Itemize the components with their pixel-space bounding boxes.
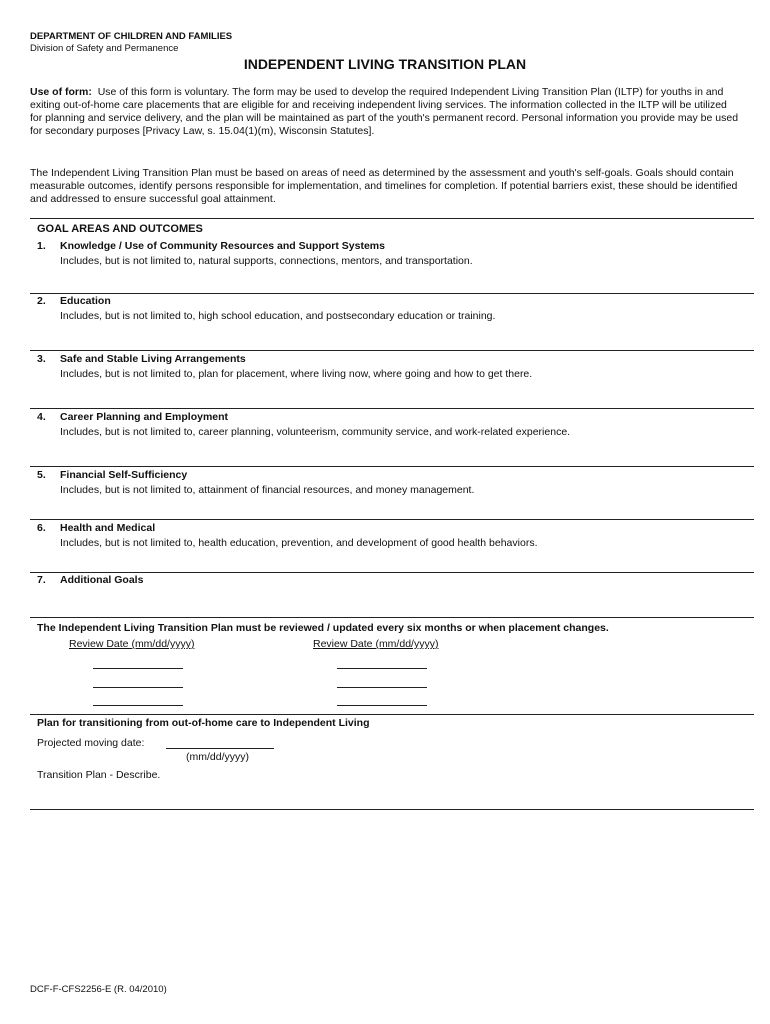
divider [30,714,754,715]
goal-description: Includes, but is not limited to, attainment of financial resources, and money management. [60,484,475,496]
review-date-field[interactable] [337,705,427,706]
intro-paragraph: The Independent Living Transition Plan must be based on areas of need as determined by the assessment and youth's self-goals. Goals should contain measurable outcomes, identify persons responsible for implementation, and timelines for completion. If potential barriers exist, these should be identified and addressed to ensure successful goal attainment. [30,167,738,205]
goal-number: 5. [37,469,46,481]
projected-moving-date-field[interactable] [166,748,274,749]
use-of-form-paragraph [30,86,742,138]
goal-number: 4. [37,411,46,423]
divider [30,809,754,810]
goal-title: Financial Self-Sufficiency [60,469,188,481]
goal-title: Knowledge / Use of Community Resources and Support Systems [60,240,385,252]
review-date-field[interactable] [337,687,427,688]
goal-title: Safe and Stable Living Arrangements [60,353,246,365]
transition-heading: Plan for transitioning from out-of-home care to Independent Living [37,717,370,729]
form-number: DCF-F-CFS2256-E (R. 04/2010) [30,984,167,995]
goal-title: Education [60,295,111,307]
goal-number: 7. [37,574,46,586]
goal-description: Includes, but is not limited to, health education, prevention, and development of good health behaviors. [60,537,538,549]
review-date-label-left: Review Date (mm/dd/yyyy) [69,638,195,650]
divider [30,408,754,409]
goal-title: Career Planning and Employment [60,411,229,423]
divider [30,293,754,294]
use-of-form-label: Use of form: [30,86,92,98]
review-date-label-right: Review Date (mm/dd/yyyy) [313,638,439,650]
goal-description: Includes, but is not limited to, plan for placement, where living now, where going and how to get there. [60,368,533,380]
divider [30,572,754,573]
goal-number: 6. [37,522,46,534]
goal-description: Includes, but is not limited to, career planning, volunteerism, community service, and work-related experience. [60,426,571,438]
divider [30,466,754,467]
goal-description: Includes, but is not limited to, natural supports, connections, mentors, and transportation. [60,255,473,267]
projected-moving-date-label: Projected moving date: [37,737,145,749]
review-date-field[interactable] [93,705,183,706]
review-date-field[interactable] [93,687,183,688]
divider [30,519,754,520]
divider [30,218,754,219]
use-of-form-text: Use of this form is voluntary. The form may be used to develop the required Independent Living Transition Plan (ILTP) for youths in and exiting out-of-home care placements that are eligible for and receiving independent living services. The information collected in the ILTP will be utilized for planning and service delivery, and the plan will be maintained as part of the youth's permanent record. Personal information you provide may be used for secondary purposes [Privacy Law, s. 15.04(1)(m), Wisconsin Statutes]. [30,86,739,137]
department-name: DEPARTMENT OF CHILDREN AND FAMILIES [30,31,233,42]
goal-areas-heading: GOAL AREAS AND OUTCOMES [37,223,203,235]
division-name: Division of Safety and Permanence [30,43,179,54]
date-format-hint: (mm/dd/yyyy) [186,751,249,763]
form-title: INDEPENDENT LIVING TRANSITION PLAN [243,56,527,72]
divider [30,350,754,351]
review-date-field[interactable] [337,668,427,669]
review-date-field[interactable] [93,668,183,669]
transition-plan-label: Transition Plan - Describe. [37,769,161,781]
review-requirement-note: The Independent Living Transition Plan must be reviewed / updated every six months or when placement changes. [37,622,609,634]
goal-title: Health and Medical [60,522,156,534]
goal-number: 3. [37,353,46,365]
goal-number: 2. [37,295,46,307]
divider [30,617,754,618]
goal-number: 1. [37,240,46,252]
goal-title: Additional Goals [60,574,144,586]
goal-description: Includes, but is not limited to, high school education, and postsecondary education or training. [60,310,496,322]
